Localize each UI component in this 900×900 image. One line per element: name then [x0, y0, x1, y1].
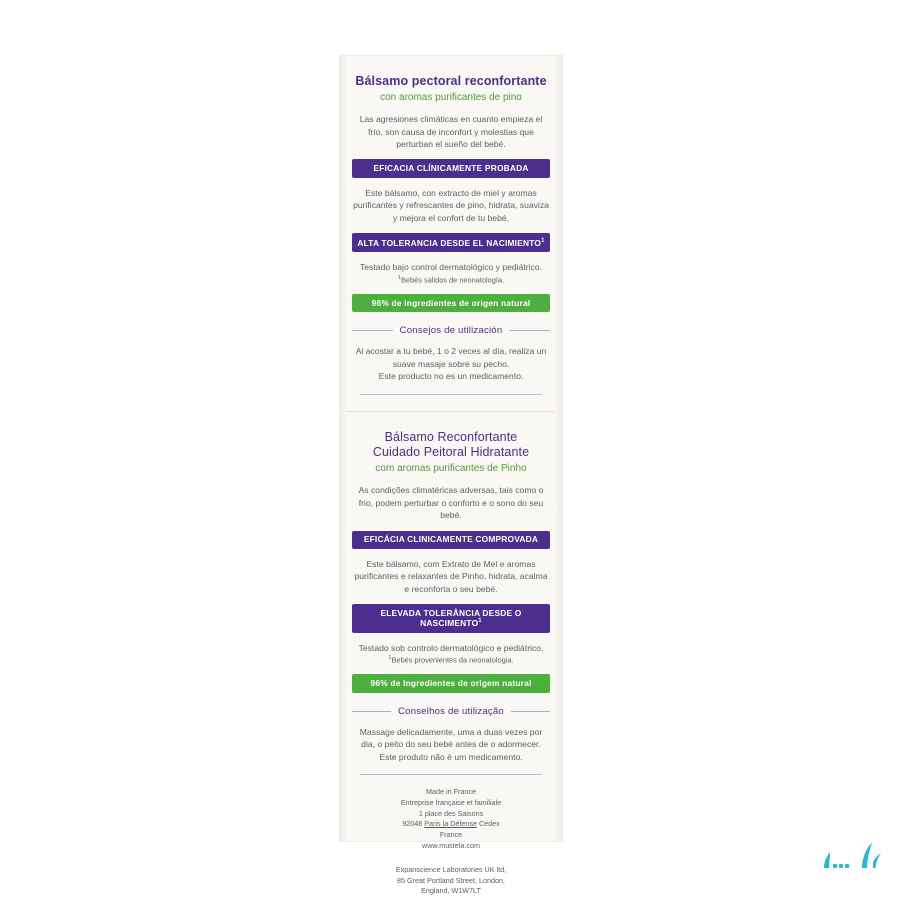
- pt-tolerance-banner-sup: 1: [478, 618, 482, 625]
- pt-bottom-rule: [360, 774, 542, 775]
- es-natural-banner: [352, 294, 550, 312]
- es-footnote-text: Bebés salidos de neonatología.: [400, 275, 505, 285]
- es-tolerance-banner: [352, 233, 550, 252]
- pt-advice-heading-label: Conselhos de utilização: [398, 705, 504, 717]
- pt-advice-text: Massage delicadamente, uma a duas vezes por dia, o peito do seu bebé antes de o adormecer.: [359, 726, 543, 750]
- es-natural-banner-label: 96% de Ingredientes de origen natural: [371, 297, 531, 308]
- company-text: Entreprise française et familiale: [400, 797, 502, 807]
- address-cedex: Cedex: [476, 819, 500, 829]
- rule-right: [509, 330, 550, 331]
- es-footnote-sup: 1: [397, 274, 401, 281]
- pt-tolerance-banner: [352, 604, 550, 632]
- es-advice-text: Al acostar a tu bebé, 1 o 2 veces al día, realiza un suave masaje sobre su pecho.: [355, 346, 547, 369]
- footer-uk-address: [352, 865, 550, 897]
- address-line-2: [352, 819, 550, 830]
- pt-advice-note: Este produto não é um medicamento.: [379, 751, 523, 762]
- es-tolerance-banner-sup: 1: [541, 237, 545, 244]
- es-bottom-rule: [360, 394, 542, 395]
- pt-footnote-text: Bebés provenientes da neonatologia.: [391, 655, 514, 665]
- es-intro-text: Las agresiones climáticas en cuanto empieza el frío, son causa de inconfort y molestias que perturban el sueño del bebé.: [359, 114, 543, 150]
- pt-intro-text: As condições climatéricas adversas, tais como o frio, podem perturbar o conforto e o sono do seu bebé.: [358, 485, 544, 521]
- address-postcode: 92048: [402, 819, 425, 829]
- es-description-text: Este bálsamo, con extracto de miel y aromas purificantes y refrescantes de pino, hidrata, suaviza y mejora el confort de tu bebé.: [353, 187, 549, 223]
- es-advice-heading-label: Consejos de utilización: [399, 325, 503, 337]
- es-footnote: [352, 275, 550, 285]
- pt-footnote: [352, 655, 550, 665]
- pt-footnote-sup: 1: [388, 655, 392, 662]
- pt-product-title-line1: Bálsamo Reconfortante: [384, 429, 518, 444]
- uk-address-line-1: Expanscience Laboratories UK ltd,: [395, 864, 507, 874]
- rule-left: [352, 330, 393, 331]
- pt-tested-text: Testado sob controlo dermatológico e pediátrico.: [358, 642, 544, 653]
- address-country: France: [439, 830, 463, 840]
- es-advice-heading: [352, 325, 550, 336]
- address-line-1: 1 place des Saisons: [418, 808, 484, 818]
- address-city-link: Paris la Défense: [424, 819, 477, 829]
- made-in-text: Made in France: [426, 787, 476, 797]
- portuguese-section: [340, 412, 562, 775]
- pt-advice-heading: [352, 706, 550, 717]
- website-url: www.mustela.com: [422, 841, 480, 851]
- footer-primary-address: [352, 787, 550, 852]
- es-product-subtitle: con aromas purificantes de pino: [380, 91, 522, 103]
- es-efficacy-banner: [352, 159, 550, 177]
- pt-product-subtitle: com aromas purificantes de Pinho: [375, 462, 527, 474]
- pt-description-text: Este bálsamo, com Extrato de Mel e aromas purificantes e relaxantes de Pinho, hidrata, acalma e reconforta o seu bebé.: [354, 558, 548, 594]
- es-product-title: Bálsamo pectoral reconfortante: [355, 74, 547, 88]
- rule-left: [352, 711, 391, 712]
- pt-natural-banner: [352, 674, 550, 692]
- es-tested-text: Testado bajo control dermatológico y pediátrico.: [359, 262, 542, 273]
- brand-watermark-icon: [818, 834, 882, 878]
- spanish-section: [340, 56, 562, 395]
- uk-address-line-2: 85 Great Portland Street, London,: [397, 875, 505, 885]
- pt-natural-banner-label: 96% de Ingredientes de origem natural: [370, 677, 532, 688]
- pt-product-title-line2: Cuidado Peitoral Hidratante: [372, 445, 530, 460]
- es-tolerance-banner-label: ALTA TOLERANCIA DESDE EL NACIMIENTO: [357, 237, 542, 248]
- pt-efficacy-banner-label: EFICÁCIA CLINICAMENTE COMPROVADA: [363, 534, 539, 545]
- rule-right: [511, 711, 550, 712]
- es-efficacy-banner-label: EFICACIA CLÍNICAMENTE PROBADA: [373, 162, 529, 173]
- pt-efficacy-banner: [352, 531, 550, 549]
- manufacturer-footer: [340, 787, 562, 897]
- es-advice-note: Este producto no es un medicamento.: [378, 371, 524, 382]
- product-package-panel: [340, 56, 562, 896]
- uk-address-line-3: England, W1W7LT: [421, 886, 481, 896]
- pt-tolerance-banner-label: ELEVADA TOLERÂNCIA DESDE O NASCIMENTO: [380, 607, 522, 628]
